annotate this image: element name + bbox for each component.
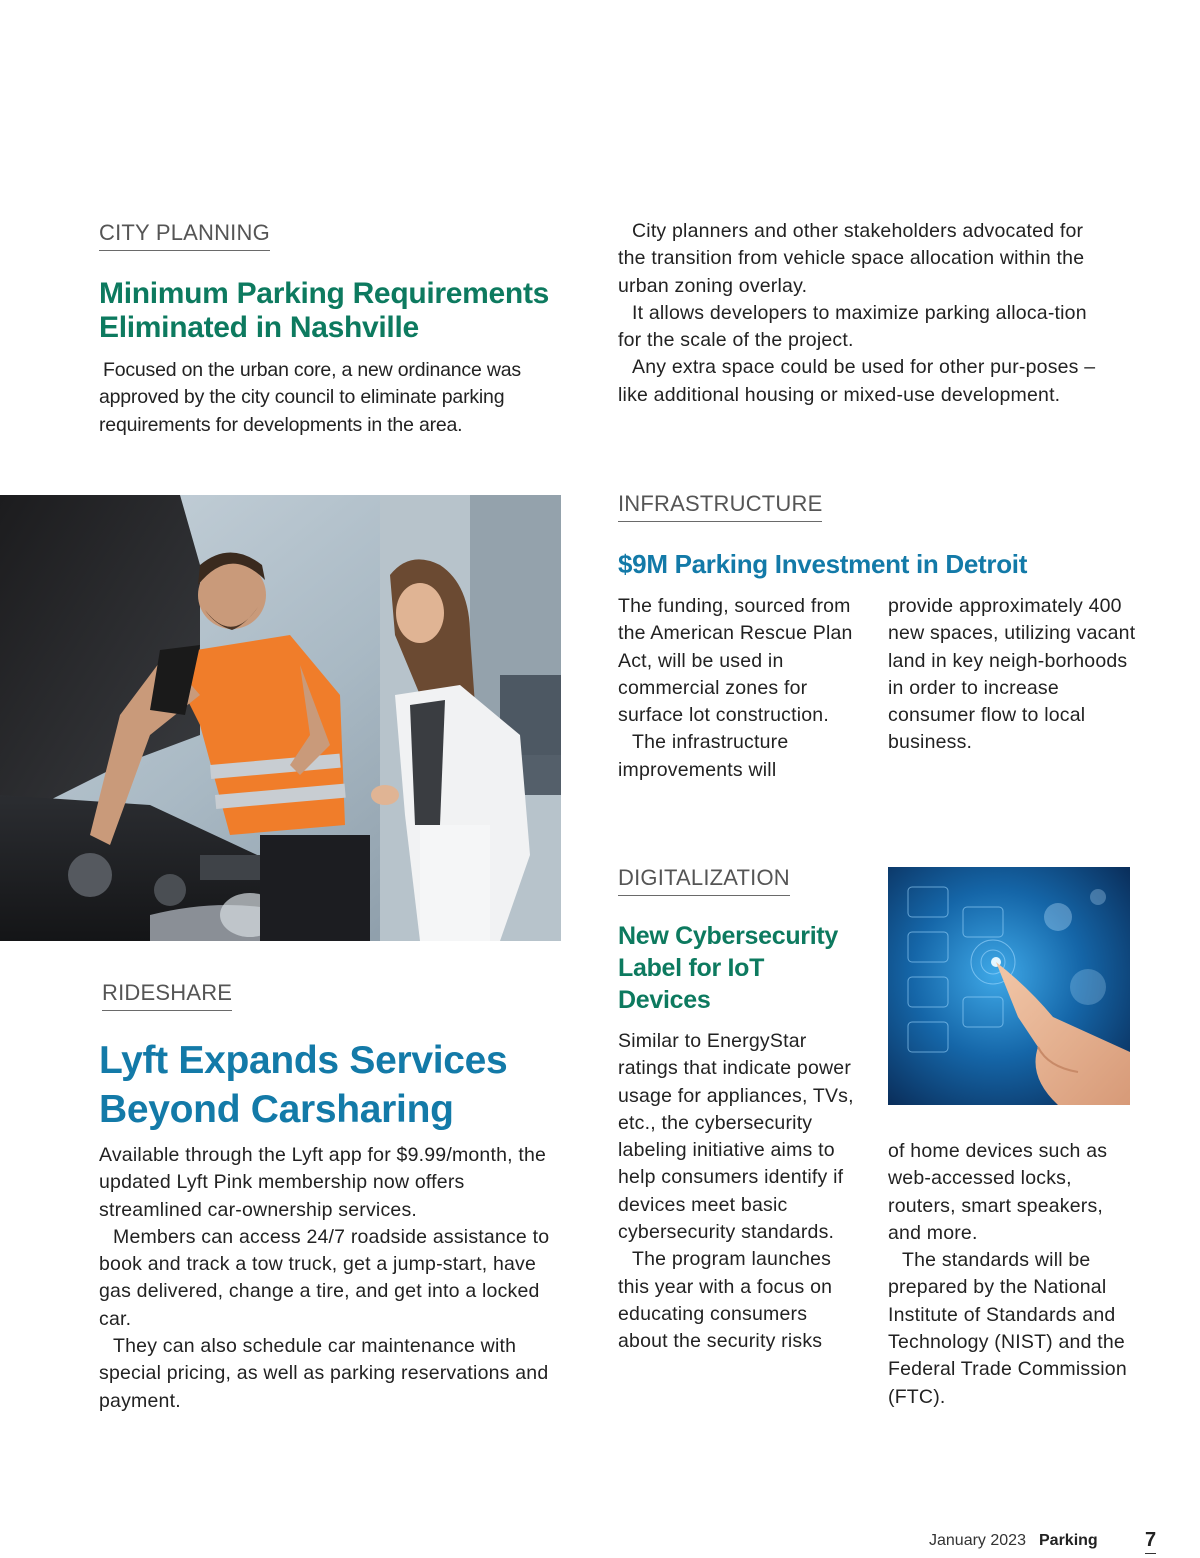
paragraph: Focused on the urban core, a new ordinance was approved by the city council to eliminate parking requirements for developments in the area. [99,359,521,436]
hand-touching-screen-illustration [888,867,1130,1105]
page-number: 7 [1145,1529,1156,1554]
headline-line: Label for IoT [618,954,765,982]
body-cybersecurity-col2 [888,1138,1138,1411]
paragraph: Available through the Lyft app for $9.99/month, the updated Lyft Pink membership now offers streamlined car-ownership services. [99,1144,547,1221]
headline-cybersecurity [618,920,838,1016]
headline-line: Lyft Expands Services [99,1039,508,1082]
hand-touching-screen-photo [888,867,1130,1105]
body-cybersecurity-col1 [618,1028,858,1356]
headline-line: Beyond Carsharing [99,1088,454,1131]
section-kicker-city-planning: CITY PLANNING [99,220,270,251]
headline-line: New Cybersecurity [618,922,838,950]
paragraph: Similar to EnergyStar ratings that indicate power usage for appliances, TVs, etc., the cybersecurity labeling initiative aims to help consumers identify if devices meet basic cybersecurity standards. [618,1030,854,1244]
body-detroit-col2 [888,593,1148,757]
headline-nashville [99,277,549,345]
headline-line: Eliminated in Nashville [99,311,419,344]
paragraph: provide approximately 400 new spaces, utilizing vacant land in key neigh-borhoods in order to increase consumer flow to local business. [888,595,1136,754]
section-kicker-infrastructure: INFRASTRUCTURE [618,491,822,522]
paragraph: It allows developers to maximize parking alloca-tion for the scale of the project. [618,301,1087,352]
headline-detroit: $9M Parking Investment in Detroit [618,549,1028,579]
mechanic-and-woman-illustration [0,495,561,941]
body-nashville-right [618,218,1108,409]
paragraph: of home devices such as web-accessed locks, routers, smart speakers, and more. [888,1140,1108,1244]
footer-date: January 2023 [929,1532,1026,1549]
body-nashville-left [99,357,549,439]
paragraph: The funding, sourced from the American Rescue Plan Act, will be used in commercial zones for surface lot construction. [618,595,853,727]
footer-magazine-name: Parking [1039,1532,1098,1549]
headline-lyft [99,1036,507,1134]
body-detroit-col1 [618,593,858,784]
paragraph: The infrastructure improvements will [618,731,789,781]
headline-line: Devices [618,986,711,1014]
paragraph: Any extra space could be used for other pur-poses – like additional housing or mixed-use development. [618,356,1096,406]
section-kicker-rideshare: RIDESHARE [102,980,232,1011]
body-lyft [99,1142,569,1415]
section-kicker-digitalization: DIGITALIZATION [618,865,790,896]
paragraph: City planners and other stakeholders advocated for the transition from vehicle space allocation within the urban zoning overlay. [618,220,1085,297]
headline-line: Minimum Parking Requirements [99,277,550,310]
paragraph: The standards will be prepared by the National Institute of Standards and Technology (NIST) and the Federal Trade Commission (FTC). [888,1249,1127,1408]
paragraph: The program launches this year with a focus on educating consumers about the security risks [618,1248,833,1353]
paragraph: They can also schedule car maintenance with special pricing, as well as parking reservations and payment. [99,1335,549,1412]
paragraph: Members can access 24/7 roadside assistance to book and track a tow truck, get a jump-start, have gas delivered, change a tire, and get into a locked car. [99,1225,550,1330]
mechanic-and-woman-photo [0,495,561,941]
